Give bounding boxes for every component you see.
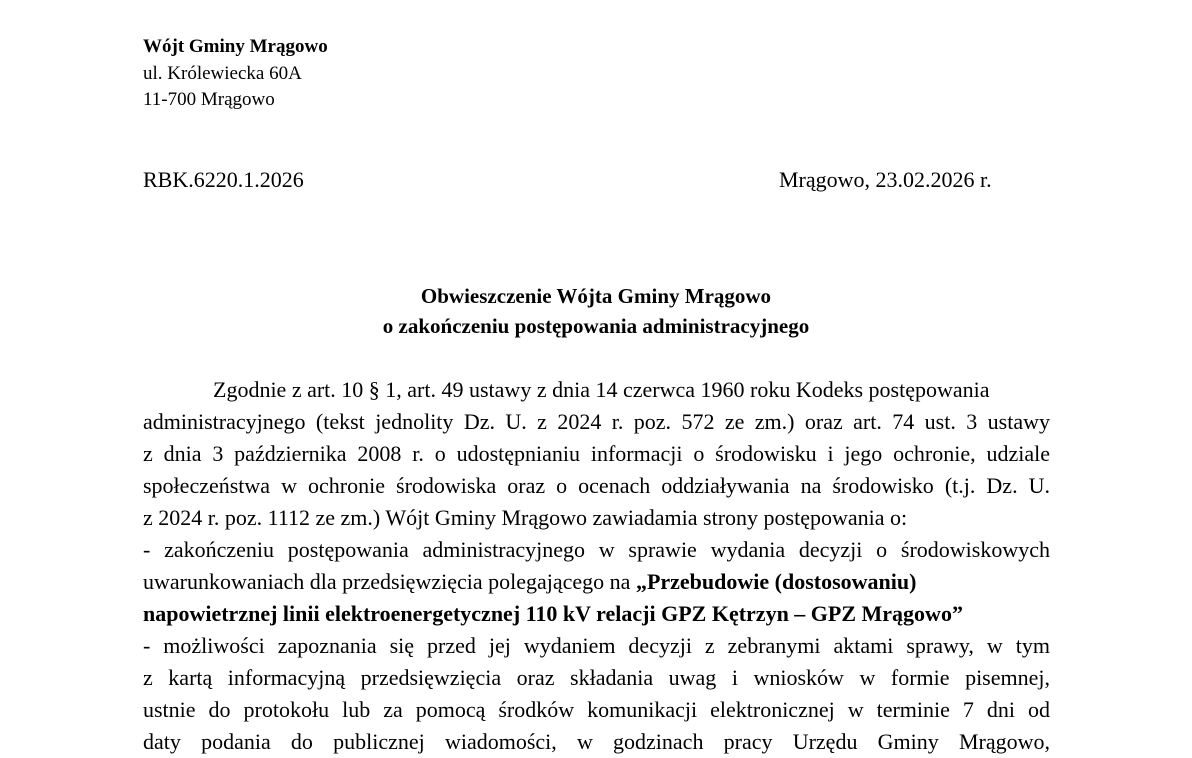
body-line: - zakończeniu postępowania administracyjnego w sprawie wydania decyzji o środowiskowych xyxy=(143,537,1050,562)
body-line: daty podania do publicznej wiadomości, w godzinach pracy Urzędu Gminy Mrągowo, xyxy=(143,729,1050,754)
body-line: administracyjnego (tekst jednolity Dz. U. z 2024 r. poz. 572 ze zm.) oraz art. 74 ust. 3 ustawy xyxy=(143,409,1050,434)
body-line: Zgodnie z art. 10 § 1, art. 49 ustawy z dnia 14 czerwca 1960 roku Kodeks postępowania xyxy=(213,377,990,402)
body-line: z dnia 3 października 2008 r. o udostępnianiu informacji o środowisku i jego ochronie, udziale xyxy=(143,441,1050,466)
reference-number: RBK.6220.1.2026 xyxy=(143,167,304,192)
body-line: społeczeństwa w ochronie środowiska oraz o ocenach oddziaływania na środowisko (t.j. Dz. U. xyxy=(143,473,1050,498)
document-subtitle: o zakończeniu postępowania administracyjnego xyxy=(382,314,810,338)
sender-street: ul. Królewiecka 60A xyxy=(143,63,302,84)
body-line: - możliwości zapoznania się przed jej wydaniem decyzji z zebranymi aktami sprawy, w tym xyxy=(143,633,1050,658)
document-title: Obwieszczenie Wójta Gminy Mrągowo xyxy=(420,284,772,308)
sender-name: Wójt Gminy Mrągowo xyxy=(143,36,328,57)
body-line: z kartą informacyjną przedsięwzięcia oraz składania uwag i wniosków w formie pisemnej, xyxy=(143,665,1050,690)
body-line xyxy=(143,566,1050,598)
project-name-end: napowietrznej linii elektroenergetycznej 110 kV relacji GPZ Kętrzyn – GPZ Mrągowo” xyxy=(143,601,963,626)
sender-city: 11-700 Mrągowo xyxy=(143,89,275,110)
body-line: z 2024 r. poz. 1112 ze zm.) Wójt Gminy Mrągowo zawiadamia strony postępowania o: xyxy=(143,505,908,530)
body-text: uwarunkowaniach dla przedsięwzięcia polegającego na xyxy=(143,569,636,594)
project-name-start: „Przebudowie (dostosowaniu) xyxy=(635,569,917,594)
body-line: ustnie do protokołu lub za pomocą środków komunikacji elektronicznej w terminie 7 dni od xyxy=(143,697,1050,722)
place-date: Mrągowo, 23.02.2026 r. xyxy=(779,167,992,192)
